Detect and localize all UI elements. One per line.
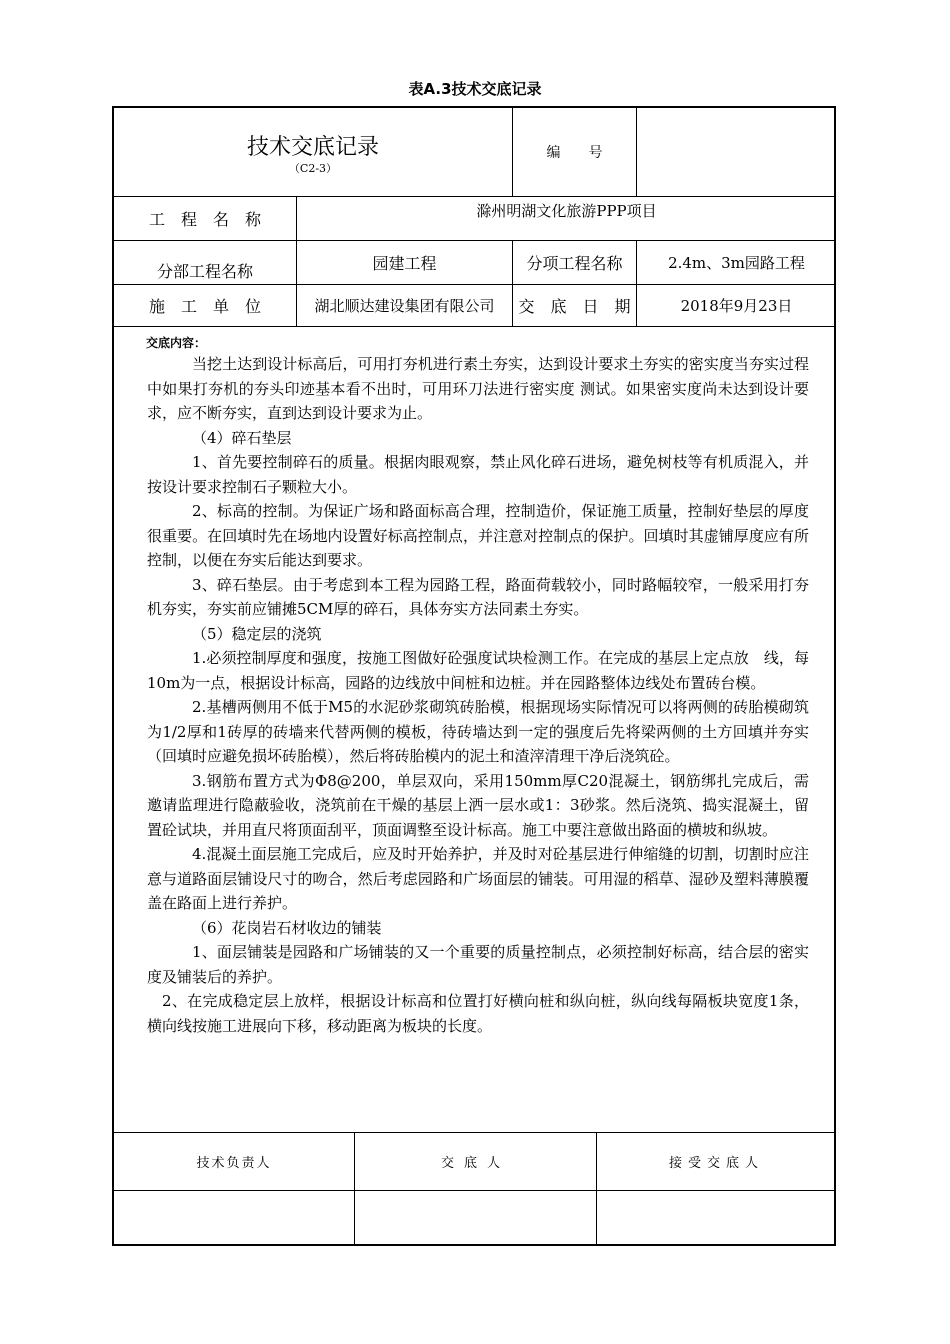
project-name-label: 工 程 名 称 — [148, 209, 261, 229]
date-label: 交 底 日 期 — [518, 296, 631, 316]
receiver-label: 接受交底人 — [668, 1155, 764, 1171]
section-heading: （5）稳定层的浇筑 — [192, 624, 322, 643]
paragraph: 2、在完成稳定层上放样，根据设计标高和位置打好横向桩和纵向桩，纵向线每隔板块宽度1条，横向线按施工进展向下移，移动距离为板块的长度。 — [147, 992, 809, 1035]
form-code: （C2-3） — [288, 162, 338, 175]
section-heading: （6）花岗岩石材收边的铺装 — [192, 918, 382, 937]
number-label: 编 号 — [546, 145, 603, 161]
paragraph: 3.钢筋布置方式为Φ8@200，单层双向，采用150mm厚C20混凝土，钢筋绑扎完成后，需邀请监理进行隐蔽验收，浇筑前在干燥的基层上洒一层水或1：3砂浆。然后浇筑、捣实混凝土，留置砼试块，并用直尺将顶面刮平，顶面调整至设计标高。施工中要注意做出路面的横坡和纵坡。 — [147, 771, 809, 839]
discloser-label: 交底人 — [440, 1155, 510, 1171]
paragraph: 2.基槽两侧用不低于M5的水泥砂浆砌筑砖胎模，根据现场实际情况可以将两侧的砖胎模砌筑为1/2厚和1砖厚的砖墙来代替两侧的模板，待砖墙达到一定的强度后先将梁两侧的土方回填并夯实（回填时应避免损坏砖胎模），然后将砖胎模内的泥土和渣滓清理干净后浇筑砼。 — [147, 698, 809, 765]
section-heading: （4）碎石垫层 — [192, 428, 292, 447]
contractor-label: 施 工 单 位 — [148, 296, 261, 316]
paragraph: 1、首先要控制碎石的质量。根据肉眼观察，禁止风化碎石进场，避免树枝等有机质混入，并按设计要求控制石子颗粒大小。 — [147, 453, 809, 496]
contractor-value: 湖北顺达建设集团有限公司 — [314, 296, 495, 315]
content-label: 交底内容： — [146, 336, 207, 350]
division-value: 园建工程 — [372, 253, 437, 273]
paragraph: 4.混凝土面层施工完成后，应及时开始养护，并及时对砼基层进行伸缩缝的切割，切割时应注意与道路面层铺设尺寸的吻合，然后考虑园路和广场面层的铺装。可用湿的稻草、湿砂及塑料薄膜覆盖在路面上进行养护。 — [147, 845, 809, 912]
form-title: 技术交底记录 — [246, 135, 379, 160]
paragraph: 当挖土达到设计标高后，可用打夯机进行素土夯实，达到设计要求土夯实的密实度当夯实过程中如果打夯机的夯头印迹基本看不出时，可用环刀法进行密实度 测试。如果密实度尚未达到设计要求，应不断夯实，直到达到设计要求为止。 — [147, 355, 809, 422]
paragraph: 1、面层铺装是园路和广场铺装的又一个重要的质量控制点，必须控制好标高，结合层的密实度及铺装后的养护。 — [147, 943, 809, 986]
paragraph: 1.必须控制厚度和强度，按施工图做好砼强度试块检测工作。在完成的基层上定点放 线，每10m为一点，根据设计标高，园路的边线放中间桩和边桩。并在园路整体边线处布置砖台模。 — [147, 649, 809, 692]
division-label: 分部工程名称 — [156, 261, 253, 281]
content-body — [147, 352, 809, 1038]
subdivision-label: 分项工程名称 — [526, 253, 623, 273]
number-value — [637, 108, 836, 196]
record-table — [112, 106, 836, 1246]
subdivision-value: 2.4m、3m园路工程 — [668, 253, 805, 272]
table-caption: 表A.3技术交底记录 — [408, 80, 542, 98]
date-value: 2018年9月23日 — [680, 296, 793, 315]
project-name-value: 滁州明湖文化旅游PPP项目 — [476, 201, 657, 220]
tech-lead-label: 技术负责人 — [196, 1155, 272, 1171]
paragraph: 3、碎石垫层。由于考虑到本工程为园路工程，路面荷载较小，同时路幅较窄，一般采用打夯机夯实，夯实前应铺摊5CM厚的碎石，具体夯实方法同素土夯实。 — [147, 575, 809, 618]
paragraph: 2、标高的控制。为保证广场和路面标高合理，控制造价，保证施工质量，控制好垫层的厚度很重要。在回填时先在场地内设置好标高控制点，并注意对控制点的保护。回填时其虚铺厚度应有所控制，以便在夯实后能达到要求。 — [147, 502, 809, 569]
